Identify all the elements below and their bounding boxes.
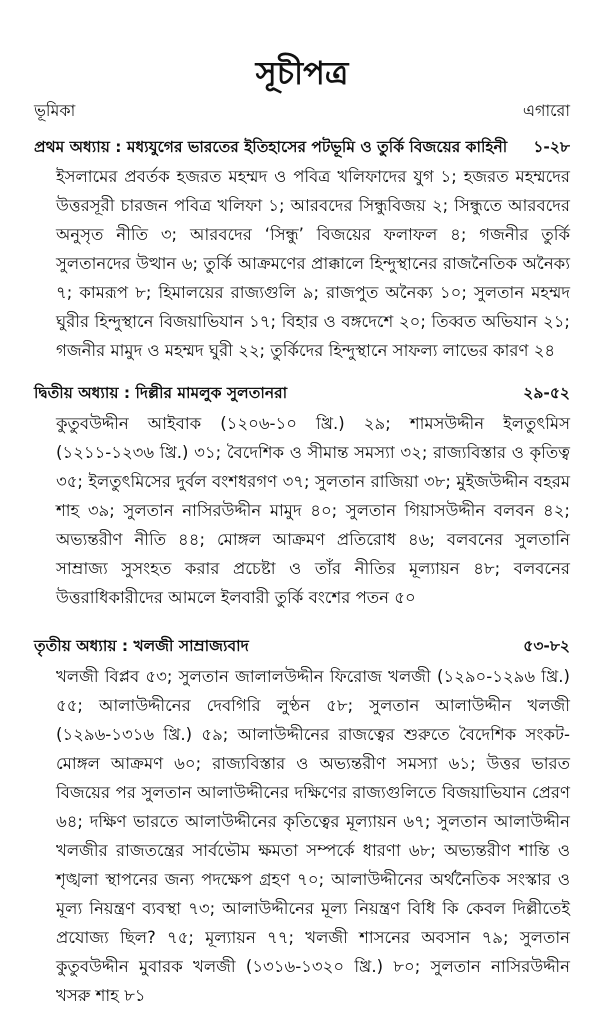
chapter-heading-row: [34, 634, 570, 660]
chapter-contents: কুতুবউদ্দীন আইবাক (১২০৬-১০ খ্রি.) ২৯; শামসউদ্দীন ইলতুৎমিস (১২১১-১২৩৬ খ্রি.) ৩১; বৈদেশিক ও সীমান্ত সমস্যা ৩২; রাজ্যবিস্তার ও কৃতিত্ব ৩৫; ইলতুৎমিসের দুর্বল বংশধরগণ ৩৭; সুলতান রাজিয়া ৩৮; মুইজউদ্দীন বহরম শাহ ৩৯; সুলতান নাসিরউদ্দীন মামুদ ৪০; সুলতান গিয়াসউদ্দীন বলবন ৪২; অভ্যন্তরীণ নীতি ৪৪; মোঙ্গল আক্রমণ প্রতিরোধ ৪৬; বলবনের সুলতানি সাম্রাজ্য সুসংহত করার প্রচেষ্টা ও তাঁর নীতির মূল্যায়ন ৪৮; বলবনের উত্তরাধিকারীদের আমলে ইলবারী তুর্কি বংশের পতন ৫০: [56, 414, 570, 607]
chapter-heading-row: [34, 135, 570, 161]
chapter-heading: প্রথম অধ্যায় : মধ্যযুগের ভারতের ইতিহাসের পটভূমি ও তুর্কি বিজয়ের কাহিনী: [34, 138, 508, 156]
chapter-contents: ইসলামের প্রবর্তক হজরত মহম্মদ ও পবিত্র খলিফাদের যুগ ১; হজরত মহম্মদের উত্তরসূরী চারজন পবিত্র খলিফা ১; আরবদের সিন্ধুবিজয় ২; সিন্ধুতে আরবদের অনুসৃত নীতি ৩; আরবদের ‘সিন্ধু’ বিজয়ের ফলাফল ৪; গজনীর তুর্কি সুলতানদের উত্থান ৬; তুর্কি আক্রমণের প্রাক্কালে হিন্দুস্থানের রাজনৈতিক অনৈক্য ৭; কামরূপ ৮; হিমালয়ের রাজ্যগুলি ৯; রাজপুত অনৈক্য ১০; সুলতান মহম্মদ ঘুরীর হিন্দুস্থানে বিজয়াভিযান ১৭; বিহার ও বঙ্গদেশে ২০; তিব্বত অভিযান ২১; গজনীর মামুদ ও মহম্মদ ঘুরী ২২; তুর্কিদের হিন্দুস্থানে সাফল্য লাভের কারণ ২৪: [56, 167, 570, 360]
chapter-3-entry: [34, 634, 570, 1010]
preface-page: এগারো: [522, 101, 570, 120]
preface-label: ভূমিকা: [34, 101, 76, 120]
preface-entry: [34, 98, 570, 125]
chapter-contents: খলজী বিপ্লব ৫৩; সুলতান জালালউদ্দীন ফিরোজ খলজী (১২৯০-১২৯৬ খ্রি.) ৫৫; আলাউদ্দীনের দেবগিরি লুণ্ঠন ৫৮; সুলতান আলাউদ্দীন খলজী (১২৯৬-১৩১৬ খ্রি.) ৫৯; আলাউদ্দীনের রাজত্বের শুরুতে বৈদেশিক সংকট-মোঙ্গল আক্রমণ ৬০; রাজ্যবিস্তার ও অভ্যন্তরীণ সমস্যা ৬১; উত্তর ভারত বিজয়ের পর সুলতান আলাউদ্দীনের দক্ষিণের রাজ্যগুলিতে বিজয়াভিযান প্রেরণ ৬৪; দক্ষিণ ভারতে আলাউদ্দীনের কৃতিত্বের মূল্যায়ন ৬৭; সুলতান আলাউদ্দীন খলজীর রাজতন্ত্রের সার্বভৌম ক্ষমতা সম্পর্কে ধারণা ৬৮; অভ্যন্তরীণ শান্তি ও শৃঙ্খলা স্থাপনের জন্য পদক্ষেপ গ্রহণ ৭০; আলাউদ্দীনের অর্থনৈতিক সংস্কার ও মূল্য নিয়ন্ত্রণ ব্যবস্থা ৭৩; আলাউদ্দীনের মূল্য নিয়ন্ত্রণ বিধি কি কেবল দিল্লীতেই প্রযোজ্য ছিল? ৭৫; মূল্যায়ন ৭৭; খলজী শাসনের অবসান ৭৯; সুলতান কুতুবউদ্দীন মুবারক খলজী (১৩১৬-১৩২০ খ্রি.) ৮০; সুলতান নাসিরউদ্দীন খসরু শাহ ৮১: [56, 667, 570, 1005]
chapter-2-entry: [34, 381, 570, 612]
chapter-page-range: ১-২৮: [533, 138, 570, 156]
chapter-1-entry: [34, 135, 570, 365]
chapter-heading: দ্বিতীয় অধ্যায় : দিল্লীর মামলুক সুলতানরা: [34, 384, 288, 402]
chapter-heading: তৃতীয় অধ্যায় : খলজী সাম্রাজ্যবাদ: [34, 637, 249, 655]
chapter-page-range: ৫৩-৮২: [523, 637, 570, 655]
chapter-heading-row: [34, 381, 570, 407]
chapter-page-range: ২৯-৫২: [523, 384, 570, 402]
page-title: সূচীপত্র: [255, 54, 349, 92]
